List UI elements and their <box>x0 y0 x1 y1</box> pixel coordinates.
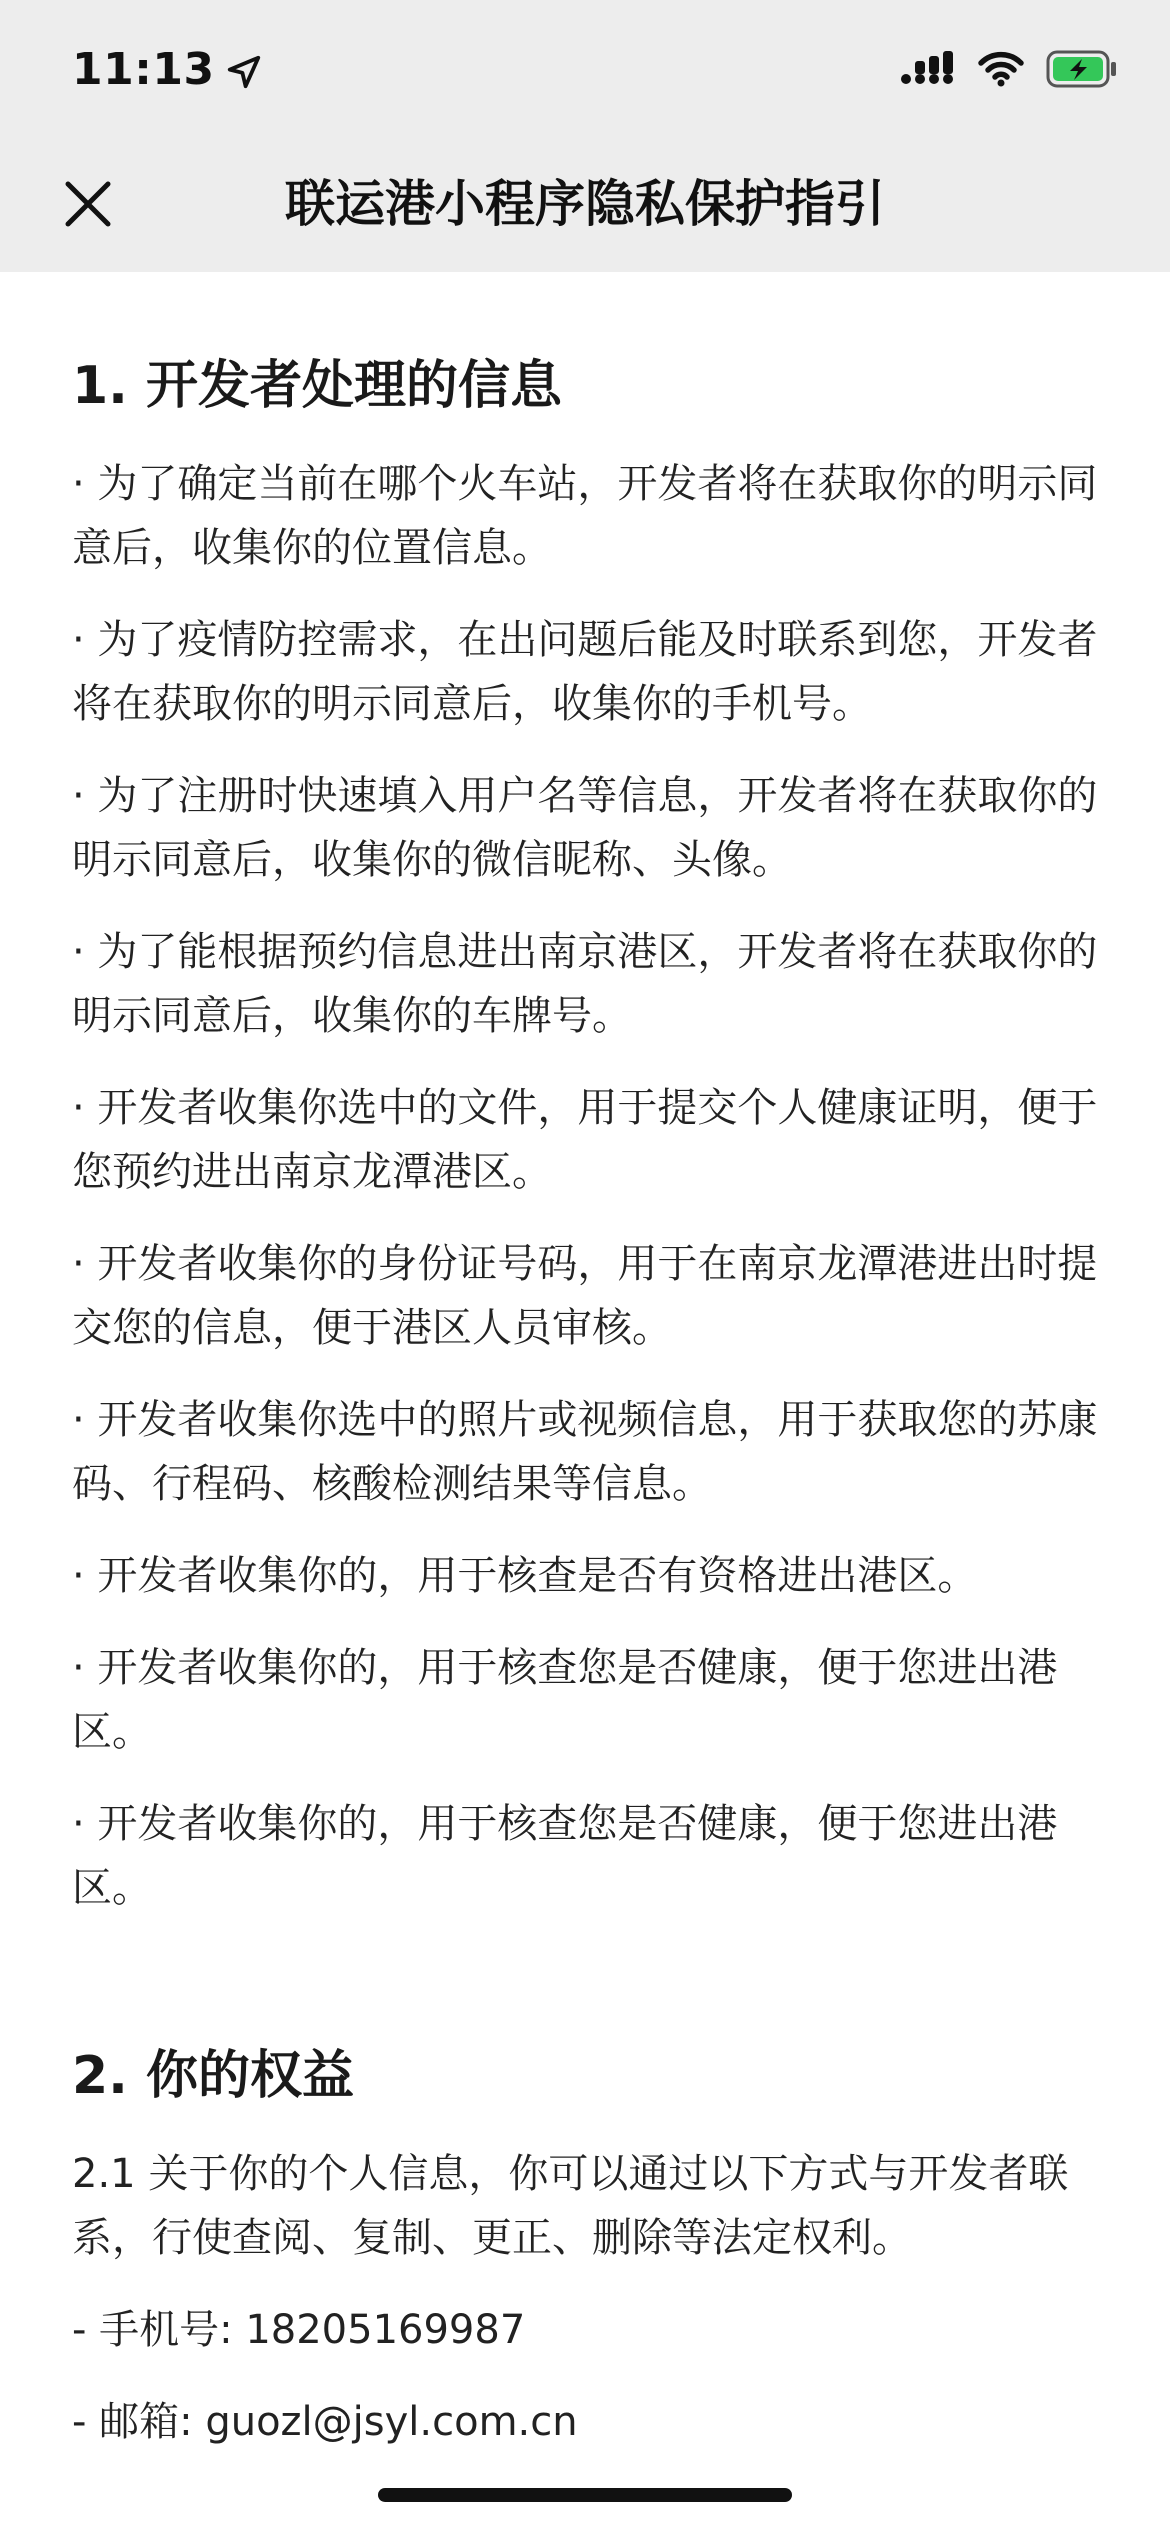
info-item: · 开发者收集你选中的文件，用于提交个人健康证明，便于您预约进出南京龙潭港区。 <box>72 1085 1098 1195</box>
info-item: · 开发者收集你的，用于核查是否有资格进出港区。 <box>72 1553 978 1599</box>
wifi-icon <box>978 51 1024 87</box>
section-heading-info: 1. 开发者处理的信息 <box>72 356 563 416</box>
info-item: · 为了注册时快速填入用户名等信息，开发者将在获取你的明示同意后，收集你的微信昵称、头像。 <box>72 773 1098 883</box>
info-item: · 开发者收集你的身份证号码，用于在南京龙潭港进出时提交您的信息，便于港区人员审核。 <box>72 1241 1098 1351</box>
info-item: · 开发者收集你的，用于核查您是否健康，便于您进出港区。 <box>72 1645 1058 1755</box>
cellular-signal-icon <box>900 51 956 87</box>
status-time-text: 11:13 <box>72 44 215 95</box>
page-title: 联运港小程序隐私保护指引 <box>285 175 885 233</box>
header <box>0 0 1170 272</box>
contact-email: - 邮箱: guozl@jsyl.com.cn <box>72 2399 578 2445</box>
info-item: · 开发者收集你选中的照片或视频信息，用于获取您的苏康码、行程码、核酸检测结果等信息。 <box>72 1397 1098 1507</box>
rights-description: 2.1 关于你的个人信息，你可以通过以下方式与开发者联系，行使查阅、复制、更正、删除等法定权利。 <box>72 2151 1069 2261</box>
status-bar-indicators <box>900 50 1118 88</box>
contact-phone: - 手机号: 18205169987 <box>72 2307 526 2353</box>
navigation-bar <box>0 150 1170 262</box>
location-arrow-icon <box>225 51 263 89</box>
battery-charging-icon <box>1046 50 1118 88</box>
home-indicator[interactable] <box>378 2488 792 2502</box>
info-item: · 为了确定当前在哪个火车站，开发者将在获取你的明示同意后，收集你的位置信息。 <box>72 461 1098 571</box>
info-item: · 为了能根据预约信息进出南京港区，开发者将在获取你的明示同意后，收集你的车牌号。 <box>72 929 1098 1039</box>
section-heading-rights: 2. 你的权益 <box>72 2046 355 2106</box>
privacy-content[interactable] <box>72 350 1098 2482</box>
info-item: · 为了疫情防控需求，在出问题后能及时联系到您，开发者将在获取你的明示同意后，收集你的手机号。 <box>72 617 1098 727</box>
rights-section <box>72 2040 1098 2454</box>
status-bar-time <box>72 44 263 95</box>
info-item: · 开发者收集你的，用于核查您是否健康，便于您进出港区。 <box>72 1801 1058 1911</box>
